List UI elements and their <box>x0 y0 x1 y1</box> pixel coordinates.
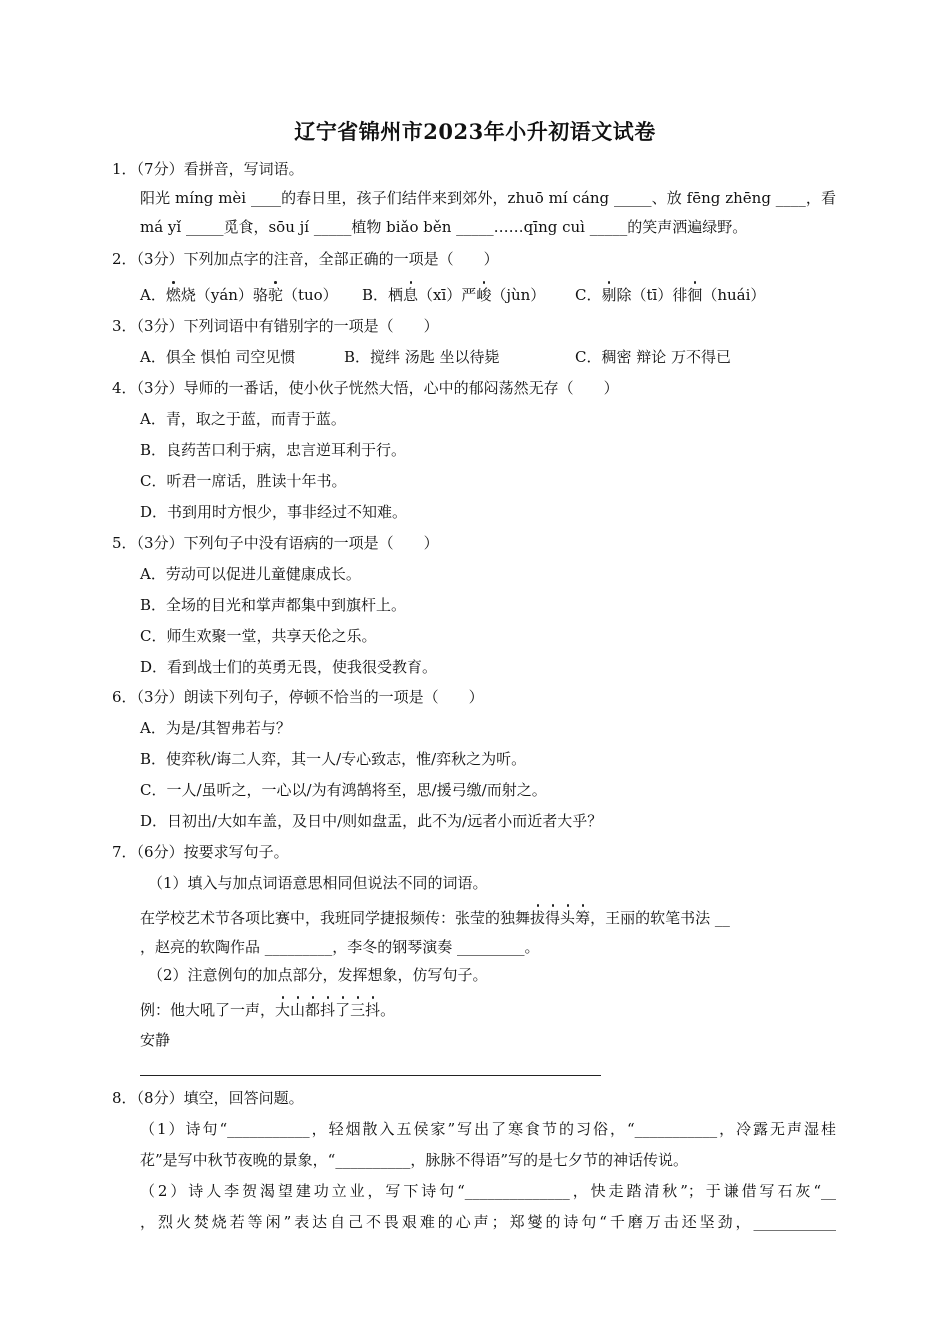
q6-option-c[interactable]: C．一人/虽听之，一心以/为有鸿鹄将至，思/援弓缴/而射之。 <box>140 781 547 799</box>
example-text: 例：他大吼了一声， <box>140 1001 276 1019</box>
q2-option-c[interactable] <box>575 284 765 306</box>
q8-line-3: （2）诗人李贺渴望建功立业，写下诗句“______________，快走踏清秋”；于谦借写石灰“__ <box>140 1182 836 1200</box>
q1-line-2: má yǐ _____觅食，sōu jí _____植物 biǎo běn _____……qīng cuì _____的笑声洒遍绿野。 <box>140 218 748 236</box>
q5-option-c[interactable]: C．师生欢聚一堂，共享天伦之乐。 <box>140 627 377 645</box>
option-text: （jùn） <box>491 286 546 304</box>
q5-option-d[interactable]: D．看到战士们的英勇无畏，使我很受教育。 <box>140 658 438 676</box>
q8-line-1: （1）诗句“___________，轻烟散入五侯家”写出了寒食节的习俗，“___________，冷露无声湿桂 <box>140 1120 836 1138</box>
q7-answer-word: 安静 <box>140 1031 171 1049</box>
q4-option-b[interactable]: B．良药苦口利于病，忠言逆耳利于行。 <box>140 441 407 459</box>
dotted-char: 三 <box>350 1001 366 1019</box>
option-letter: B．栖 <box>362 286 404 304</box>
dotted-char: 燃 <box>165 286 181 304</box>
q7-stem: 7．（6分）按要求写句子。 <box>112 843 289 861</box>
dotted-char: 抖 <box>365 1001 381 1019</box>
q6-option-a[interactable]: A．为是/其智弗若与？ <box>140 719 291 737</box>
q4-stem: 4．（3分）导师的一番话，使小伙子恍然大悟，心中的郁闷荡然无存（ ） <box>112 379 619 397</box>
option-text: 除（tī）徘 <box>616 286 688 304</box>
example-text: 。 <box>380 1001 396 1019</box>
dotted-phrase <box>275 1001 380 1019</box>
option-text: （huái） <box>702 286 766 304</box>
sentence-text: ，王丽的软笔书法 __ <box>590 909 730 927</box>
q8-line-4: ，烈火焚烧若等闲”表达自己不畏艰难的心声；郑燮的诗句“千磨万击还坚劲，___________ <box>140 1213 836 1231</box>
q5-stem: 5．（3分）下列句子中没有语病的一项是（ ） <box>112 534 439 552</box>
q7-example <box>140 999 395 1021</box>
page-title: 辽宁省锦州市2023年小升初语文试卷 <box>294 119 656 144</box>
q1-stem: 1．（7分）看拼音，写词语。 <box>112 160 304 178</box>
dotted-char: 徊 <box>687 286 703 304</box>
dotted-char: 都 <box>305 1001 321 1019</box>
dotted-char: 拔 <box>530 909 546 927</box>
q6-option-d[interactable]: D．日初出/大如车盖，及日中/则如盘盂，此不为/远者小而近者大乎？ <box>140 812 603 830</box>
q3-option-b[interactable]: B．搅绊 汤匙 坐以待毙 <box>344 348 500 366</box>
q1-line-1: 阳光 míng mèi ____的春日里，孩子们结伴来到郊外，zhuō mí cáng _____、放 fēng zhēng ____，看 <box>140 189 836 207</box>
sentence-text: 在学校艺术节各项比赛中，我班同学捷报频传：张莹的独舞 <box>140 909 531 927</box>
dotted-char: 了 <box>335 1001 351 1019</box>
dotted-char: 筹 <box>575 909 591 927</box>
dotted-char: 抖 <box>320 1001 336 1019</box>
q2-option-b[interactable] <box>362 284 545 306</box>
q7-part-2: （2）注意例句的加点部分，发挥想象，仿写句子。 <box>148 966 488 984</box>
q3-option-c[interactable]: C．稠密 辩论 万不得已 <box>575 348 732 366</box>
dotted-char: 驼 <box>267 286 283 304</box>
q7-sentence-1 <box>140 907 730 929</box>
option-text: （tuo） <box>282 286 338 304</box>
answer-line[interactable] <box>140 1075 601 1076</box>
option-letter: C． <box>575 286 602 304</box>
q3-stem: 3．（3分）下列词语中有错别字的一项是（ ） <box>112 317 439 335</box>
dotted-char: 剔 <box>601 286 617 304</box>
dotted-char: 息 <box>403 286 419 304</box>
q2-option-a[interactable] <box>140 284 338 306</box>
dotted-char: 头 <box>560 909 576 927</box>
dotted-char: 山 <box>290 1001 306 1019</box>
q8-stem: 8．（8分）填空，回答问题。 <box>112 1089 304 1107</box>
q8-line-2: 花”是写中秋节夜晚的景象，“__________，脉脉不得语”写的是七夕节的神话传说。 <box>140 1151 689 1169</box>
q3-option-a[interactable]: A．俱全 惧怕 司空见惯 <box>140 348 296 366</box>
dotted-phrase <box>530 909 590 927</box>
dotted-char: 得 <box>545 909 561 927</box>
q6-option-b[interactable]: B．使弈秋/诲二人弈，其一人/专心致志，惟/弈秋之为听。 <box>140 750 527 768</box>
q7-part-1: （1）填入与加点词语意思相同但说法不同的词语。 <box>148 874 488 892</box>
q4-option-c[interactable]: C．听君一席话，胜读十年书。 <box>140 472 347 490</box>
q7-sentence-2: ，赵亮的软陶作品 _________，李冬的钢琴演奏 _________。 <box>140 938 540 956</box>
q6-stem: 6．（3分）朗读下列句子，停顿不恰当的一项是（ ） <box>112 688 484 706</box>
option-text: （xī）严 <box>418 286 477 304</box>
q4-option-d[interactable]: D．书到用时方恨少，事非经过不知难。 <box>140 503 408 521</box>
option-text: 烧（yán）骆 <box>180 286 268 304</box>
q4-option-a[interactable]: A．青，取之于蓝，而青于蓝。 <box>140 410 346 428</box>
q2-stem: 2．（3分）下列加点字的注音，全部正确的一项是（ ） <box>112 250 499 268</box>
option-letter: A． <box>140 286 166 304</box>
dotted-char: 峻 <box>476 286 492 304</box>
dotted-char: 大 <box>275 1001 291 1019</box>
q5-option-a[interactable]: A．劳动可以促进儿童健康成长。 <box>140 565 361 583</box>
q5-option-b[interactable]: B．全场的目光和掌声都集中到旗杆上。 <box>140 596 407 614</box>
